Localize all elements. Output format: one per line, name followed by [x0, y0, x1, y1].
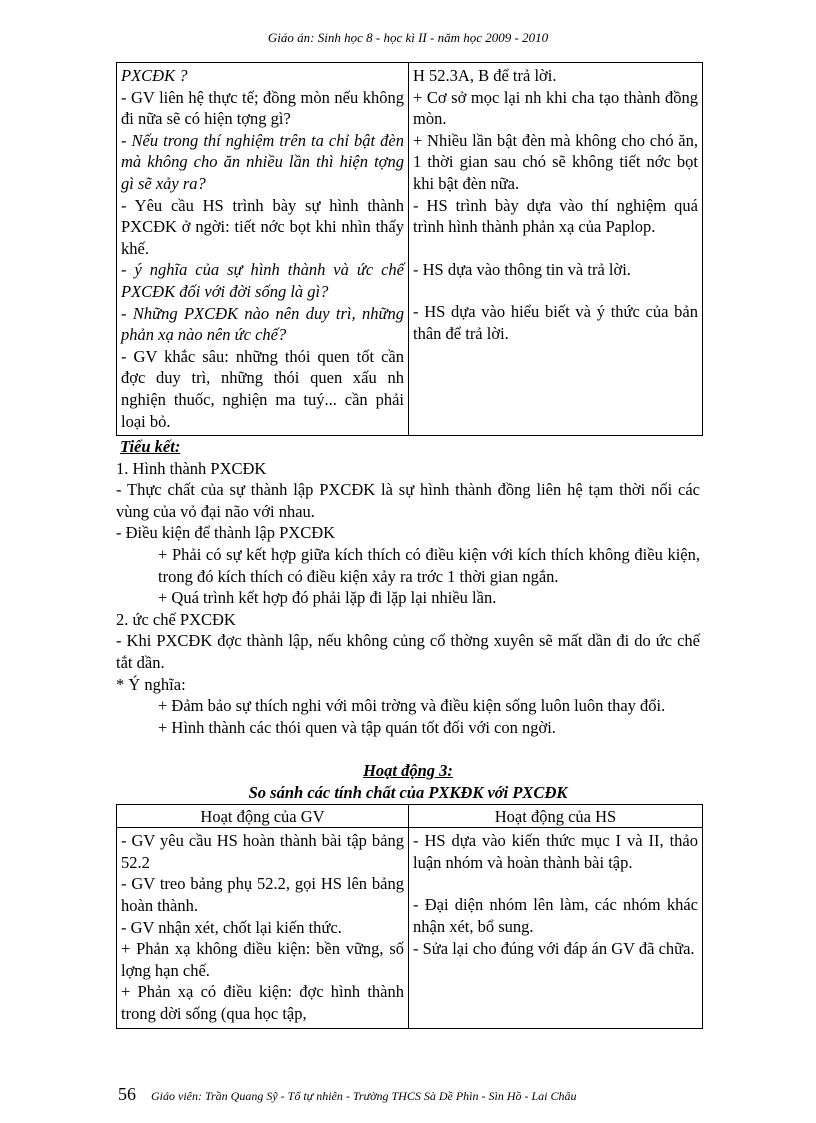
activity3-table	[116, 804, 703, 1029]
summary-line: + Hình thành các thói quen và tập quán tốt đối với con ngời.	[158, 717, 556, 737]
teacher-line: - GV nhận xét, chốt lại kiến thức.	[121, 917, 342, 937]
summary-title: Tiểu kết:	[120, 437, 181, 457]
student-line: - Đại diện nhóm lên làm, các nhóm khác nhận xét, bổ sung.	[413, 895, 698, 936]
student-line: - HS dựa vào hiểu biết và ý thức của bản thân để trả lời.	[413, 302, 698, 343]
student-activity-cell	[409, 63, 703, 436]
summary-line: + Quá trình kết hợp đó phải lặp đi lặp lại nhiều lần.	[158, 588, 497, 608]
teacher-activity-cell	[117, 828, 409, 1028]
page-header: Giáo án: Sinh học 8 - học kì II - năm học 2009 - 2010	[267, 30, 549, 45]
teacher-line: + Phản xạ có điều kiện: đợc hình thành trong dời sống (qua học tập,	[121, 982, 404, 1023]
activity3-heading	[116, 760, 700, 803]
summary-line: 2. ức chế PXCĐK	[116, 609, 236, 629]
activity3-subtitle: So sánh các tính chất của PXKĐK với PXCĐK	[248, 783, 568, 802]
summary-section	[116, 436, 700, 738]
teacher-line: - Những PXCĐK nào nên duy trì, những phản xạ nào nên ức chế?	[121, 303, 404, 345]
student-line: - Sửa lại cho đúng với đáp án GV đã chữa.	[413, 938, 695, 958]
summary-line: * Ý nghĩa:	[116, 674, 186, 694]
col-header-student: Hoạt động của HS	[409, 804, 703, 828]
col-header-teacher: Hoạt động của GV	[117, 804, 409, 828]
summary-line: + Phải có sự kết hợp giữa kích thích có điều kiện với kích thích không điều kiện, trong đó kích thích có điều kiện xảy ra trớc 1 thời gian ngắn.	[158, 545, 700, 586]
teacher-line: - GV khắc sâu: những thói quen tốt cần đợc duy trì, những thói quen xấu nh nghiện thuốc, nghiện ma tuý... cần phải loại bỏ.	[121, 346, 404, 431]
student-line: - HS trình bày dựa vào thí nghiệm quá trình hình thành phản xạ của Paplop.	[413, 195, 698, 237]
activity-table-continued	[116, 62, 703, 436]
footer-text: Giáo viên: Trần Quang Sỹ - Tổ tự nhiên - Trường THCS Sà Dề Phìn - Sìn Hồ - Lai Châu	[151, 1089, 577, 1103]
summary-line: - Điều kiện để thành lập PXCĐK	[116, 523, 336, 543]
teacher-line: - GV treo bảng phụ 52.2, gọi HS lên bảng hoàn thành.	[121, 874, 404, 915]
summary-line: - Thực chất của sự thành lập PXCĐK là sự hình thành đồng liên hệ tạm thời nối các vùng của vỏ đại não với nhau.	[116, 480, 700, 521]
student-line: - HS dựa vào kiến thức mục I và II, thảo luận nhóm và hoàn thành bài tập.	[413, 831, 698, 872]
student-line: + Cơ sở mọc lại nh khi cha tạo thành đồng mòn.	[413, 87, 698, 129]
student-line: H 52.3A, B để trả lời.	[413, 66, 557, 85]
activity3-title: Hoạt động 3:	[363, 761, 453, 781]
teacher-line: - Nếu trong thí nghiệm trên ta chỉ bật đèn mà không cho ăn nhiều lần thì hiện tợng gì sẽ xảy ra?	[121, 130, 404, 193]
page-number: 56	[118, 1084, 136, 1104]
teacher-line: PXCĐK ?	[121, 66, 188, 85]
teacher-line: - Yêu cầu HS trình bày sự hình thành PXCĐK ở ngời: tiết nớc bọt khi nhìn thấy khế.	[121, 195, 404, 258]
student-line: + Nhiều lần bật đèn mà không cho chó ăn, 1 thời gian sau chó sẽ không tiết nớc bọt khi bật đèn nữa.	[413, 130, 698, 193]
summary-line: + Đảm bảo sự thích nghi với môi trờng và điều kiện sống luôn luôn thay đổi.	[158, 696, 666, 716]
summary-line: 1. Hình thành PXCĐK	[116, 458, 267, 478]
student-activity-cell	[409, 828, 703, 1028]
summary-line: - Khi PXCĐK đợc thành lập, nếu không củng cố thờng xuyên sẽ mất dần đi do ức chế tắt dần.	[116, 631, 700, 673]
teacher-activity-cell	[117, 63, 409, 436]
teacher-line: - GV liên hệ thực tế; đồng mòn nếu không đi nữa sẽ có hiện tợng gì?	[121, 87, 404, 129]
student-line: - HS dựa vào thông tin và trả lời.	[413, 259, 631, 279]
page-footer	[118, 1084, 718, 1105]
teacher-line: + Phản xạ không điều kiện: bền vững, số lợng hạn chế.	[121, 939, 404, 980]
teacher-line: - GV yêu cầu HS hoàn thành bài tập bảng 52.2	[121, 831, 404, 872]
teacher-line: - ý nghĩa của sự hình thành và ức chế PXCĐK đối với đời sống là gì?	[121, 260, 404, 301]
page-content	[116, 62, 700, 1029]
